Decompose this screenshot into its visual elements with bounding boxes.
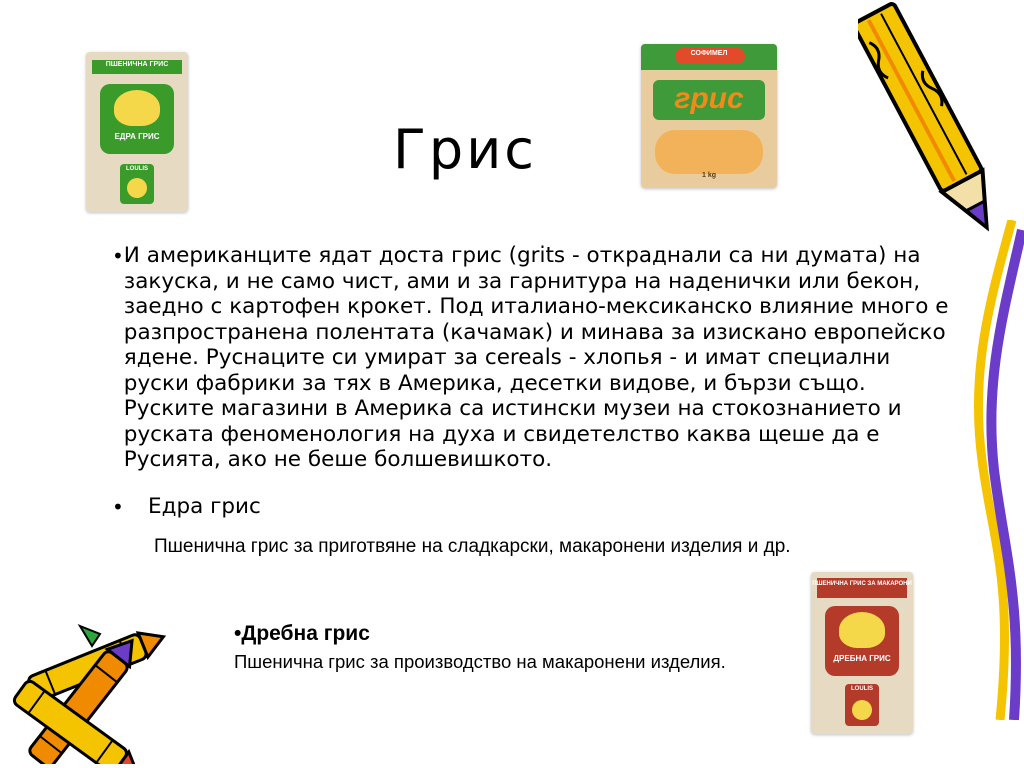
bullet-dot: • (112, 244, 124, 268)
bullet-text: И американците ядат доста грис (grits - откраднали са ни думата) на закуска, и не само чист, ами и за гарнитура на наденички или бекон, заедно с картофен крокет. Под италиано-мексиканско влияние много е разпространена полентата (качамак) и минава за изискано европейско ядене. Руснаците си умират за cereals - хлопья - и имат специални руски фабрики за тях в Америка, десетки видове, и бързи също. Руските магазини в Америка са истински музеи на стокознанието и руската феноменология на духа и свидетелство каква щеше да е Русията, ако не беше болшевишкото. (123, 243, 949, 472)
pencil-decoration-large (858, 2, 1008, 242)
fine-semolina-bag-image: ПШЕНИЧНА ГРИС ЗА МАКАРОНИ ДРЕБНА ГРИС LOULIS (811, 572, 913, 734)
fine-description: Пшенична грис за производство на макаронени изделия. (234, 651, 726, 672)
sofimel-semolina-bag-image: СОФИМЕЛ грис 1 kg (641, 44, 777, 188)
fine-semolina-block (234, 620, 794, 675)
coarse-description: Пшенична грис за приготвяне на сладкарски, макаронени изделия и др. (154, 536, 791, 557)
bullet-dot: • (112, 495, 124, 519)
bullet-item-coarse (112, 494, 512, 520)
fine-heading: •Дребна грис (234, 622, 370, 645)
slide-title: Грис (393, 118, 537, 181)
coarse-semolina-bag-image: ПШЕНИЧНА ГРИС ЕДРА ГРИС LOULIS (86, 52, 188, 212)
bullet-item-americans (112, 243, 952, 473)
bullet-text: Едра грис (148, 494, 261, 519)
crayons-decoration (0, 614, 176, 764)
swoosh-decoration (960, 220, 1024, 720)
